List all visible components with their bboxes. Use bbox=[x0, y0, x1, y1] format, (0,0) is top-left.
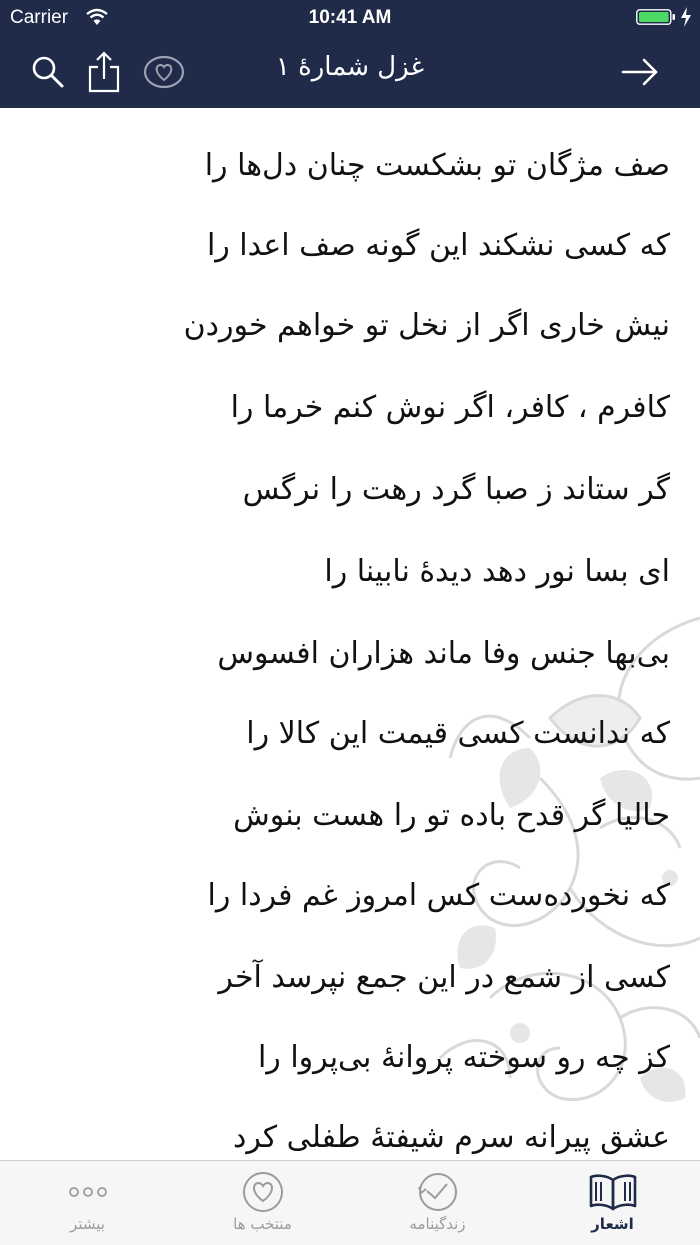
tab-biography[interactable] bbox=[350, 1161, 525, 1245]
tab-poems[interactable] bbox=[525, 1161, 700, 1245]
navigation-bar bbox=[0, 36, 700, 108]
search-icon bbox=[31, 55, 65, 89]
verse-line: صف مژگان تو بشکست چنان دل‌ها را bbox=[204, 148, 670, 183]
top-bar bbox=[0, 0, 700, 108]
verse-line: کافرم ، کافر، اگر نوش کنم خرما را bbox=[230, 390, 670, 425]
verse-line: که نخورده‌ست کس امروز غم فردا را bbox=[207, 878, 670, 913]
verse-line: گر ستاند ز صبا گرد رهت را نرگس bbox=[242, 472, 670, 507]
verse-line: بی‌بها جنس وفا ماند هزاران افسوس bbox=[217, 636, 670, 671]
tab-label: منتخب ها bbox=[233, 1215, 292, 1233]
verse-line: که ندانست کسی قیمت این کالا را bbox=[246, 716, 670, 751]
back-button[interactable] bbox=[618, 50, 662, 94]
verse-line: عشق پیرانه سرم شیفتهٔ طفلی کرد bbox=[232, 1120, 670, 1155]
verse-line: که کسی نشکند این گونه صف اعدا را bbox=[206, 228, 670, 263]
tab-label: بیشتر bbox=[70, 1215, 105, 1233]
history-icon bbox=[415, 1171, 461, 1213]
favorite-button[interactable] bbox=[142, 50, 186, 94]
poem-content[interactable] bbox=[0, 108, 700, 1160]
more-icon bbox=[68, 1186, 108, 1198]
heart-icon bbox=[240, 1171, 286, 1213]
tab-label: زندگینامه bbox=[409, 1215, 466, 1233]
tab-more[interactable] bbox=[0, 1161, 175, 1245]
share-icon bbox=[87, 51, 121, 93]
page-title: غزل شمارهٔ ۱ bbox=[275, 52, 425, 82]
tab-bar bbox=[0, 1160, 700, 1245]
tab-label: اشعار bbox=[591, 1215, 634, 1233]
battery-icon bbox=[636, 9, 676, 25]
verse-line: حالیا گر قدح باده تو را هست بنوش bbox=[233, 798, 670, 833]
search-button[interactable] bbox=[26, 50, 70, 94]
verse-line: کز چه رو سوخته پروانهٔ بی‌پروا را bbox=[257, 1040, 670, 1075]
book-icon bbox=[588, 1172, 638, 1212]
share-button[interactable] bbox=[82, 50, 126, 94]
status-bar bbox=[0, 0, 700, 36]
verse-line: نیش خاری اگر از نخل تو خواهم خوردن bbox=[183, 308, 670, 343]
verse-line: کسی از شمع در این جمع نپرسد آخر bbox=[218, 960, 670, 995]
carrier-label: Carrier bbox=[10, 7, 69, 28]
heart-icon bbox=[143, 55, 185, 89]
status-time: 10:41 AM bbox=[308, 7, 392, 28]
arrow-right-icon bbox=[620, 57, 660, 87]
tab-favorites[interactable] bbox=[175, 1161, 350, 1245]
verse-line: ای بسا نور دهد دیدهٔ نابینا را bbox=[324, 554, 670, 589]
charging-icon bbox=[680, 7, 692, 27]
